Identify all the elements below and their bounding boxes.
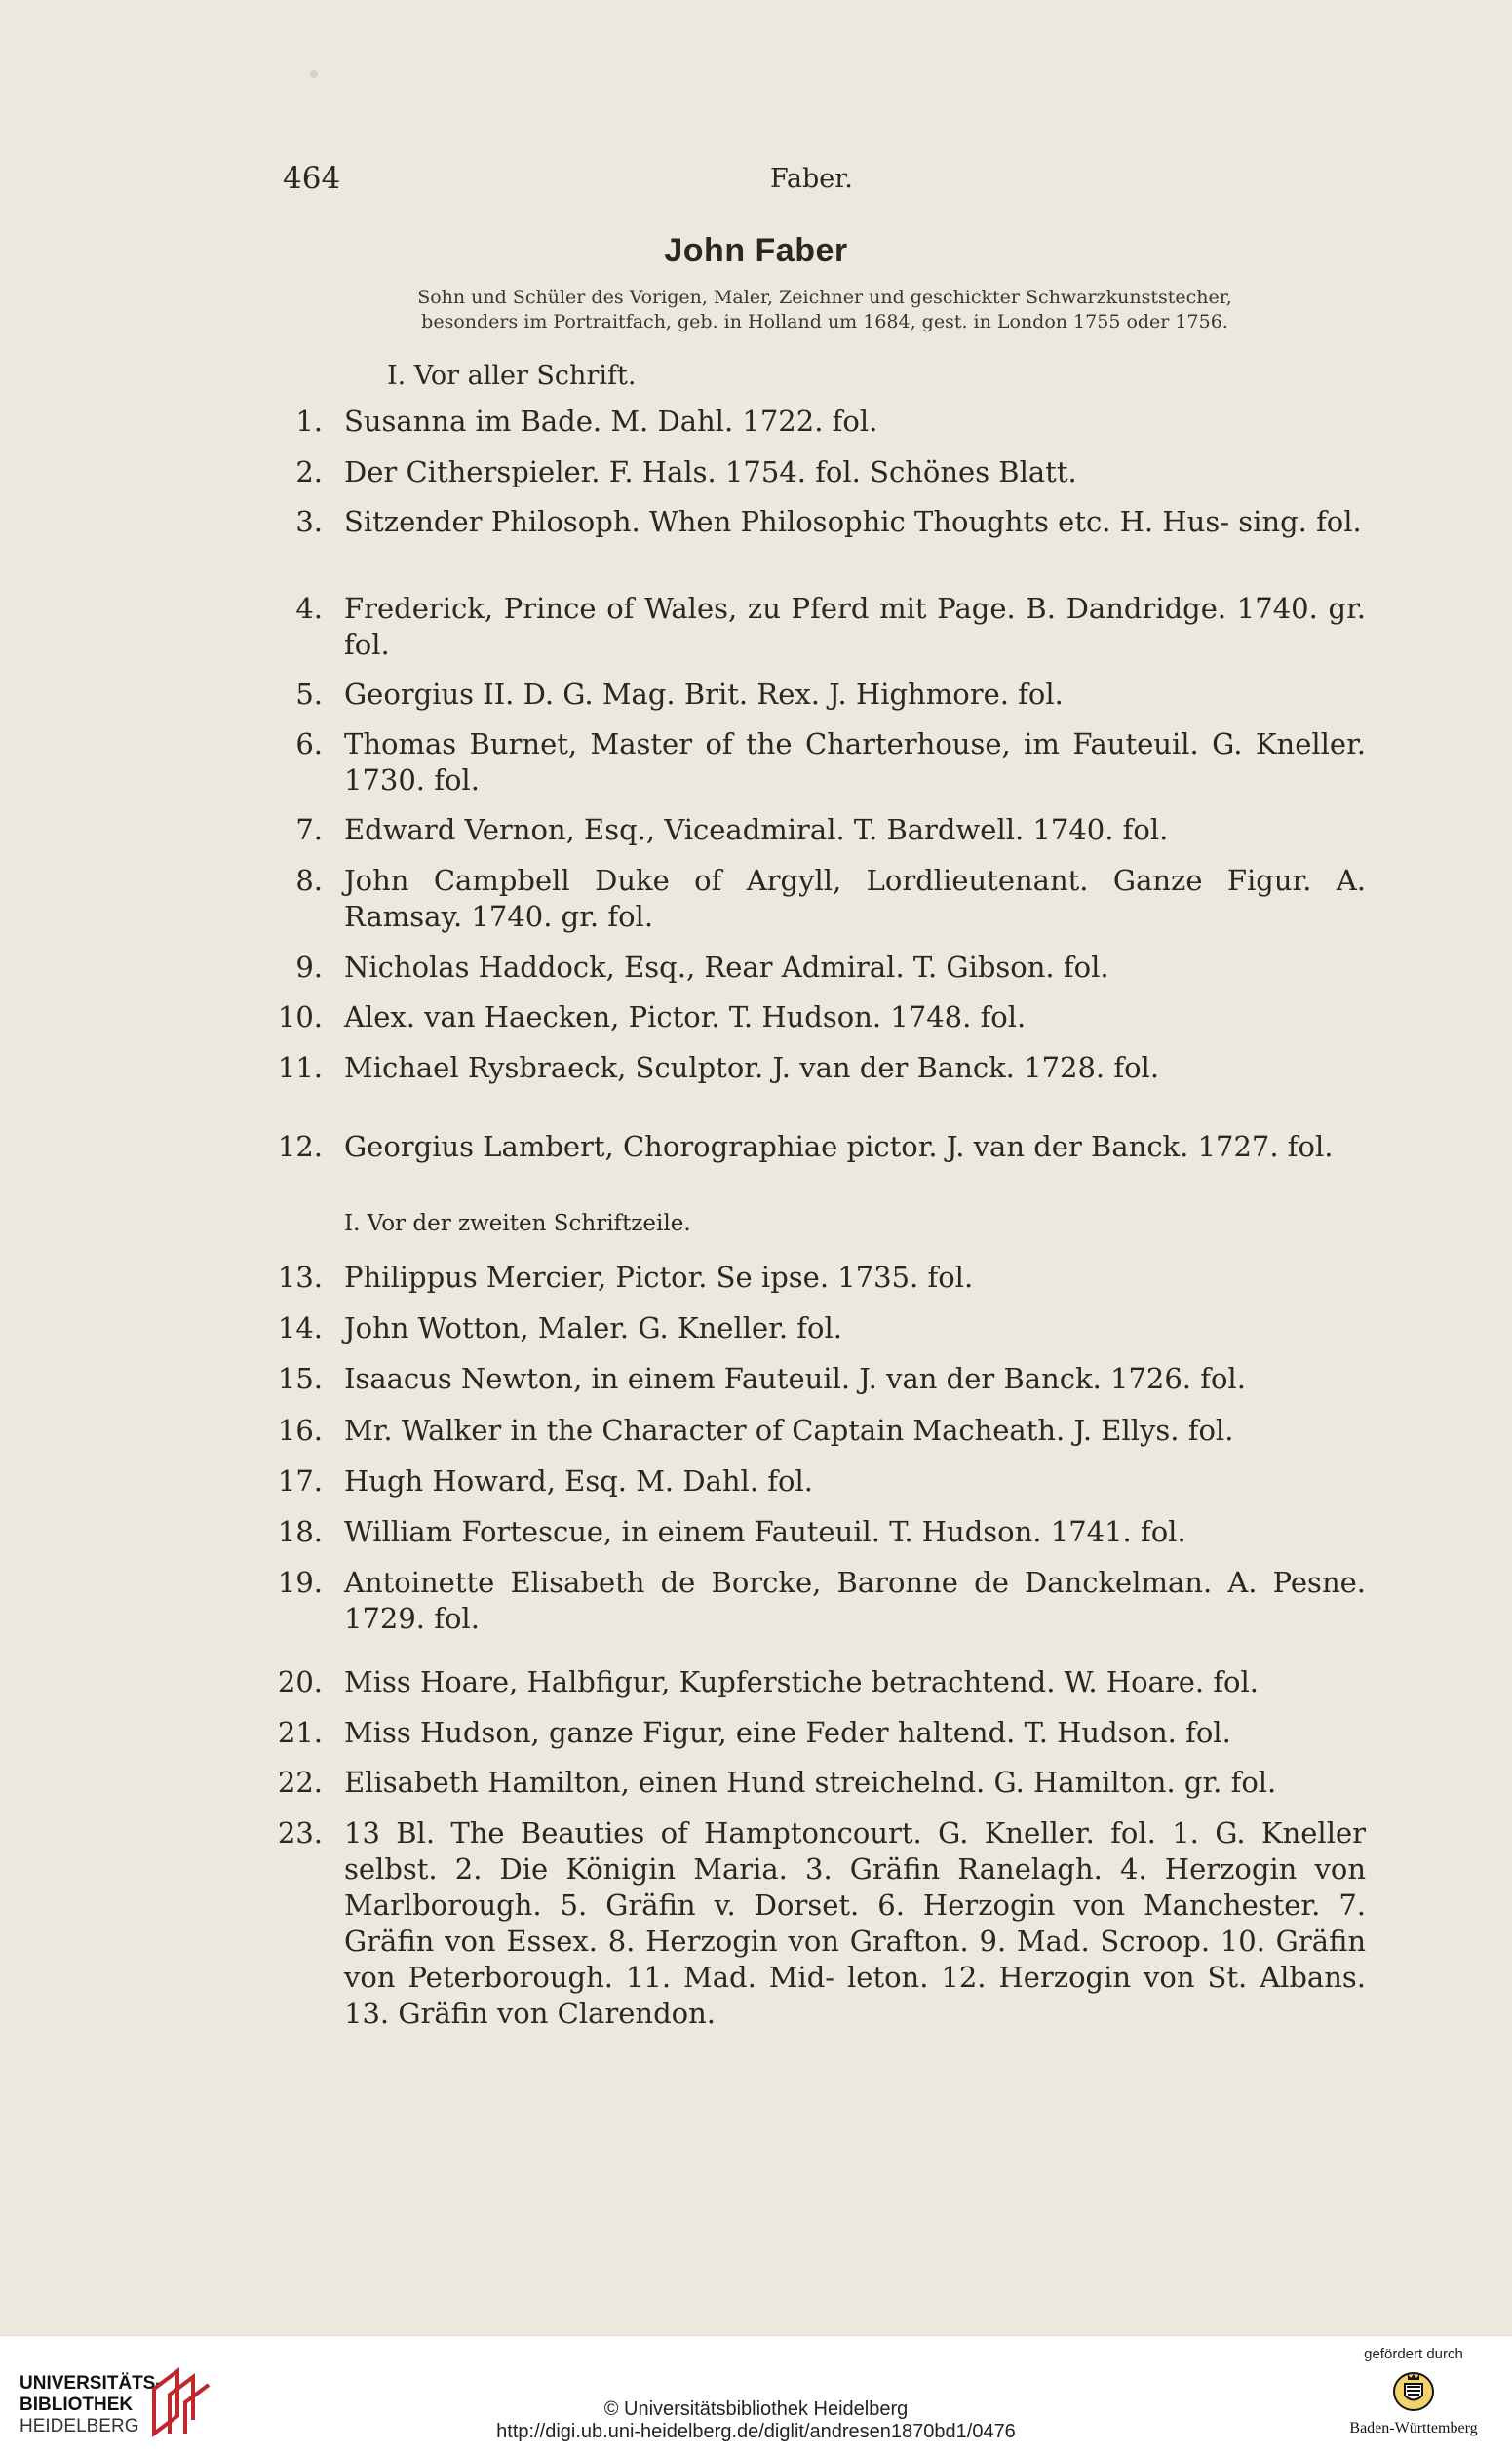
entry-text: Georgius II. D. G. Mag. Brit. Rex. J. Highmore. fol. xyxy=(344,678,1064,711)
copyright-block xyxy=(0,2398,1512,2443)
entry-number: 13. xyxy=(277,1261,323,1294)
entry-number: 22. xyxy=(277,1766,323,1799)
entry-text: Isaacus Newton, in einem Fauteuil. J. van der Banck. 1726. fol. xyxy=(344,1362,1246,1395)
biography-line: Sohn und Schüler des Vorigen, Maler, Zeichner und geschickter Schwarzkunststecher, xyxy=(417,287,1232,308)
entry-text: 13 Bl. The Beauties of Hamptoncourt. G. Kneller. fol. 1. G. Kneller selbst. 2. Die Königin Maria. 3. Gräfin Ranelagh. 4. Herzogin von Marlborough. 5. Gräfin v. Dorset. 6. Herzogin von Manchester. 7. Gräfin von Essex. 8. Herzogin von Grafton. 9. Mad. Scroop. 10. Gräfin von Peterborough. 11. Mad. Mid- leton. 12. Herzogin von St. Albans. 13. Gräfin von Clarendon. xyxy=(344,1816,1366,2030)
library-name-line: HEIDELBERG xyxy=(19,2416,139,2436)
entry-number: 23. xyxy=(277,1816,323,1850)
entry-number: 8. xyxy=(295,864,323,897)
entry-number: 4. xyxy=(295,592,323,625)
entry-number: 10. xyxy=(277,1000,323,1033)
entry-text: Alex. van Haecken, Pictor. T. Hudson. 1748. fol. xyxy=(344,1000,1027,1033)
entry-number: 12. xyxy=(277,1130,323,1163)
entry-number: 11. xyxy=(277,1051,323,1084)
entry-number: 9. xyxy=(295,951,323,984)
entry-text: Miss Hudson, ganze Figur, eine Feder haltend. T. Hudson. fol. xyxy=(344,1716,1231,1749)
entry-number: 5. xyxy=(295,678,323,711)
entry-text: Hugh Howard, Esq. M. Dahl. fol. xyxy=(344,1464,813,1498)
page-number: 464 xyxy=(283,161,341,196)
source-url-link[interactable]: http://digi.ub.uni-heidelberg.de/diglit/andresen1870bd1/0476 xyxy=(496,2421,1016,2442)
entry-number: 6. xyxy=(295,727,323,760)
entry-text: Thomas Burnet, Master of the Charterhouse, im Fauteuil. G. Kneller. 1730. fol. xyxy=(344,727,1366,797)
library-name-line: BIBLIOTHEK xyxy=(19,2395,134,2415)
biography-line: besonders im Portraitfach, geb. in Holland um 1684, gest. in London 1755 oder 1756. xyxy=(421,311,1228,332)
library-name-line: UNIVERSITÄTS- xyxy=(19,2373,162,2394)
section-heading-second-line: I. Vor der zweiten Schriftzeile. xyxy=(344,1211,691,1236)
digitization-footer xyxy=(0,2335,1512,2454)
coat-of-arms-icon xyxy=(1391,2368,1436,2413)
entry-text: Miss Hoare, Halbfigur, Kupferstiche betrachtend. W. Hoare. fol. xyxy=(344,1665,1260,1698)
paper-stain xyxy=(310,70,318,78)
copyright-text: © Universitätsbibliothek Heidelberg xyxy=(603,2398,909,2420)
entry-text: Frederick, Prince of Wales, zu Pferd mit Page. B. Dandridge. 1740. gr. fol. xyxy=(344,592,1366,661)
entry-number: 19. xyxy=(277,1566,323,1599)
entry-text: Georgius Lambert, Chorographiae pictor. J. van der Banck. 1727. fol. xyxy=(344,1130,1334,1163)
entry-number: 20. xyxy=(277,1665,323,1698)
sponsor-block[interactable] xyxy=(1326,2346,1501,2437)
entry-number: 17. xyxy=(277,1464,323,1498)
entry-number: 14. xyxy=(277,1311,323,1344)
entry-text: Antoinette Elisabeth de Borcke, Baronne de Danckelman. A. Pesne. 1729. fol. xyxy=(344,1566,1366,1635)
entry-number: 2. xyxy=(295,455,323,488)
entry-number: 18. xyxy=(277,1515,323,1548)
entry-number: 16. xyxy=(277,1414,323,1447)
entry-text: William Fortescue, in einem Fauteuil. T. Hudson. 1741. fol. xyxy=(344,1515,1186,1548)
entry-text: Der Citherspieler. F. Hals. 1754. fol. Schönes Blatt. xyxy=(344,455,1077,488)
entry-number: 7. xyxy=(295,813,323,846)
entry-text: Philippus Mercier, Pictor. Se ipse. 1735. fol. xyxy=(344,1261,974,1294)
entry-text: Susanna im Bade. M. Dahl. 1722. fol. xyxy=(344,405,878,438)
entry-text: Elisabeth Hamilton, einen Hund streichelnd. G. Hamilton. gr. fol. xyxy=(344,1766,1277,1799)
entry-number: 1. xyxy=(295,405,323,438)
section-heading-before-letters: I. Vor aller Schrift. xyxy=(387,361,637,391)
entry-number: 15. xyxy=(277,1362,323,1395)
sponsor-name: Baden-Württemberg xyxy=(1349,2420,1478,2436)
sponsor-label: gefördert durch xyxy=(1364,2346,1463,2362)
artist-biography xyxy=(337,286,1312,334)
entry-text: Michael Rysbraeck, Sculptor. J. van der Banck. 1728. fol. xyxy=(344,1051,1160,1084)
entry-text: Mr. Walker in the Character of Captain Macheath. J. Ellys. fol. xyxy=(344,1414,1234,1447)
entry-number: 21. xyxy=(277,1716,323,1749)
entry-text: Nicholas Haddock, Esq., Rear Admiral. T. Gibson. fol. xyxy=(344,951,1109,984)
entry-number: 3. xyxy=(295,505,323,538)
entry-text: Edward Vernon, Esq., Viceadmiral. T. Bardwell. 1740. fol. xyxy=(344,813,1169,846)
artist-title: John Faber xyxy=(664,232,848,269)
entry-text: John Campbell Duke of Argyll, Lordlieutenant. Ganze Figur. A. Ramsay. 1740. gr. fol. xyxy=(344,864,1366,933)
entry-text: Sitzender Philosoph. When Philosophic Thoughts etc. H. Hus- sing. fol. xyxy=(344,505,1362,538)
running-title: Faber. xyxy=(770,164,853,194)
entry-text: John Wotton, Maler. G. Kneller. fol. xyxy=(344,1311,842,1344)
